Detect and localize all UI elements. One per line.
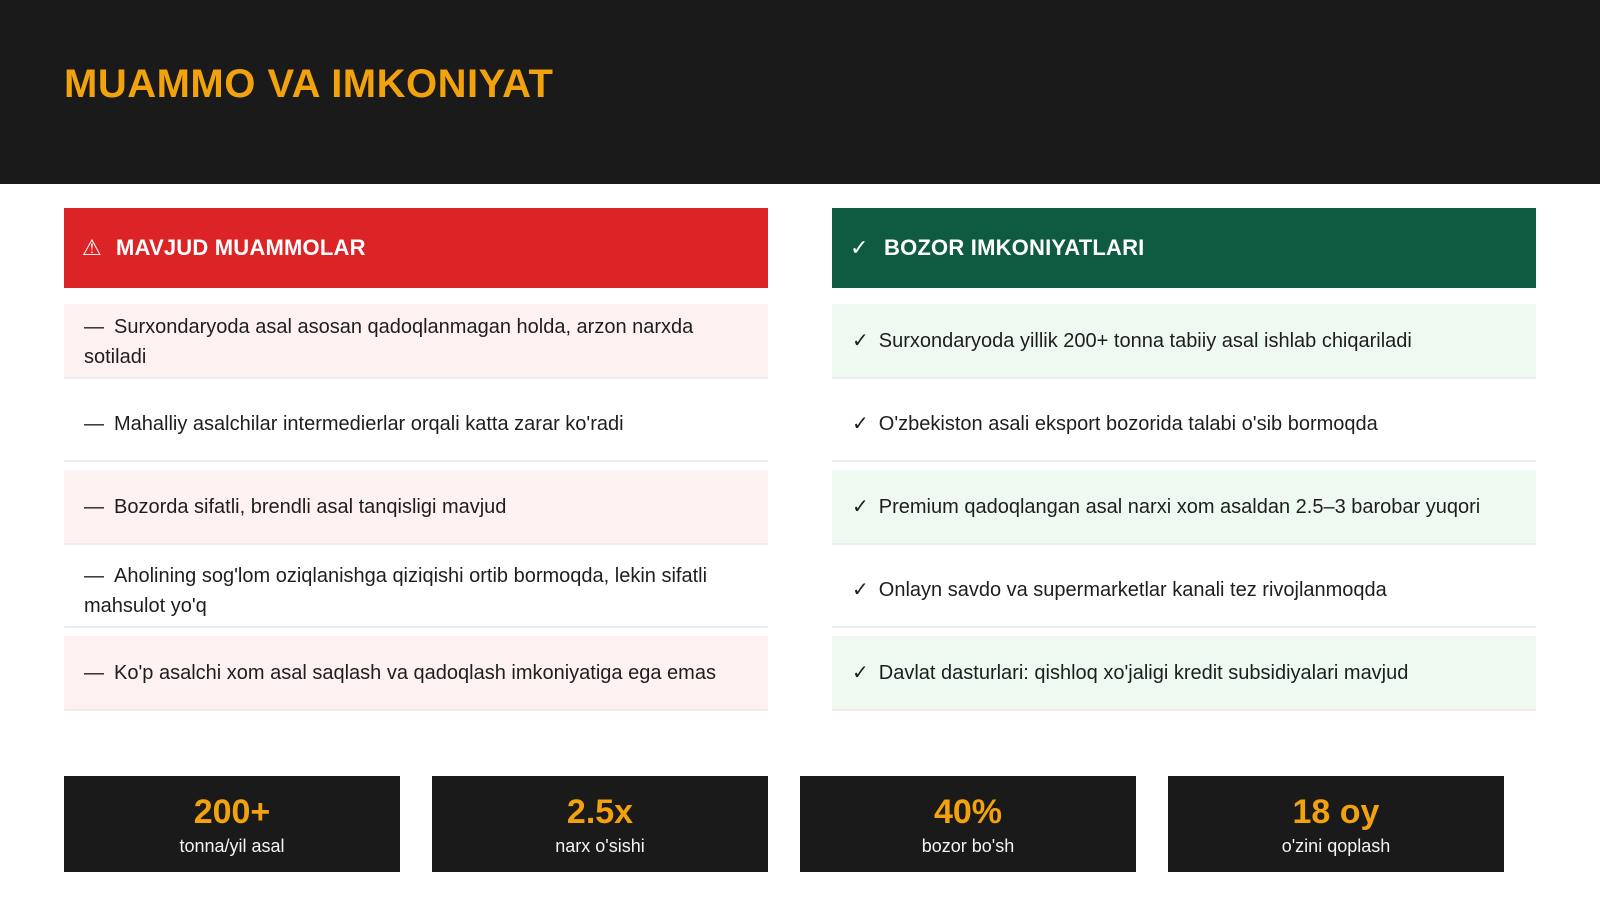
problem-text: Ko'p asalchi xom asal saqlash va qadoqlash imkoniyatiga ega emas [114,661,716,684]
stat-label: o'zini qoplash [1281,835,1391,856]
problem-item [64,470,768,545]
problem-text: Mahalliy asalchilar intermedierlar orqali katta zarar ko'radi [114,412,624,435]
problem-item [64,387,768,462]
problem-text: Bozorda sifatli, brendli asal tanqisligi mavjud [114,495,507,518]
opportunity-text: Davlat dasturlari: qishloq xo'jaligi kredit subsidiyalari mavjud [878,661,1409,684]
check-icon: ✓ [850,235,869,260]
check-icon: ✓ [852,661,869,684]
opportunity-item [832,304,1536,379]
stat-value: 18 oy [1292,792,1380,831]
problem-text: Surxondaryoda asal asosan qadoqlanmagan holda, arzon narxda sotiladi [84,316,694,368]
dash-bullet: — [84,316,104,338]
warning-icon: ⚠ [82,235,102,260]
problem-item [64,304,768,379]
dash-bullet: — [84,495,104,518]
check-icon: ✓ [852,412,869,435]
check-icon: ✓ [852,495,869,518]
problem-item [64,553,768,628]
opportunity-text: Premium qadoqlangan asal narxi xom asaldan 2.5–3 barobar yuqori [878,495,1481,518]
stat-label: narx o'sishi [555,835,645,856]
problems-header [64,208,768,288]
problems-column [64,208,768,719]
stat-card [432,776,768,872]
stat-value: 2.5x [566,792,634,831]
dash-bullet: — [84,412,104,435]
opportunity-text: O'zbekiston asali eksport bozorida talabi o'sib bormoqda [878,412,1378,435]
opportunity-text: Onlayn savdo va supermarketlar kanali tez rivojlanmoqda [878,578,1387,601]
dash-bullet: — [84,565,104,587]
stat-card [800,776,1136,872]
dash-bullet: — [84,661,104,684]
problems-list [64,304,768,711]
opportunity-item [832,636,1536,711]
problem-text: Aholining sog'lom oziqlanishga qiziqishi ortib bormoqda, lekin sifatli mahsulot yo'q [84,565,708,617]
opportunity-item [832,553,1536,628]
problem-item [64,636,768,711]
check-icon: ✓ [852,578,869,601]
stat-value: 40% [933,792,1003,831]
opportunities-header [832,208,1536,288]
stat-value: 200+ [193,792,271,831]
opportunities-column [832,208,1536,719]
opportunity-item [832,387,1536,462]
stat-label: tonna/yil asal [179,835,285,856]
stat-card [1168,776,1504,872]
opportunity-text: Surxondaryoda yillik 200+ tonna tabiiy asal ishlab chiqariladi [878,329,1412,352]
stats-row [64,776,1504,872]
slide-header [0,0,1600,184]
check-icon: ✓ [852,329,869,352]
opportunity-item [832,470,1536,545]
opportunities-list [832,304,1536,711]
problems-title: MAVJUD MUAMMOLAR [116,235,366,260]
opportunities-title: BOZOR IMKONIYATLARI [884,235,1145,260]
slide-title: MUAMMO VA IMKONIYAT [64,62,554,106]
stat-label: bozor bo'sh [921,835,1015,856]
stat-card [64,776,400,872]
